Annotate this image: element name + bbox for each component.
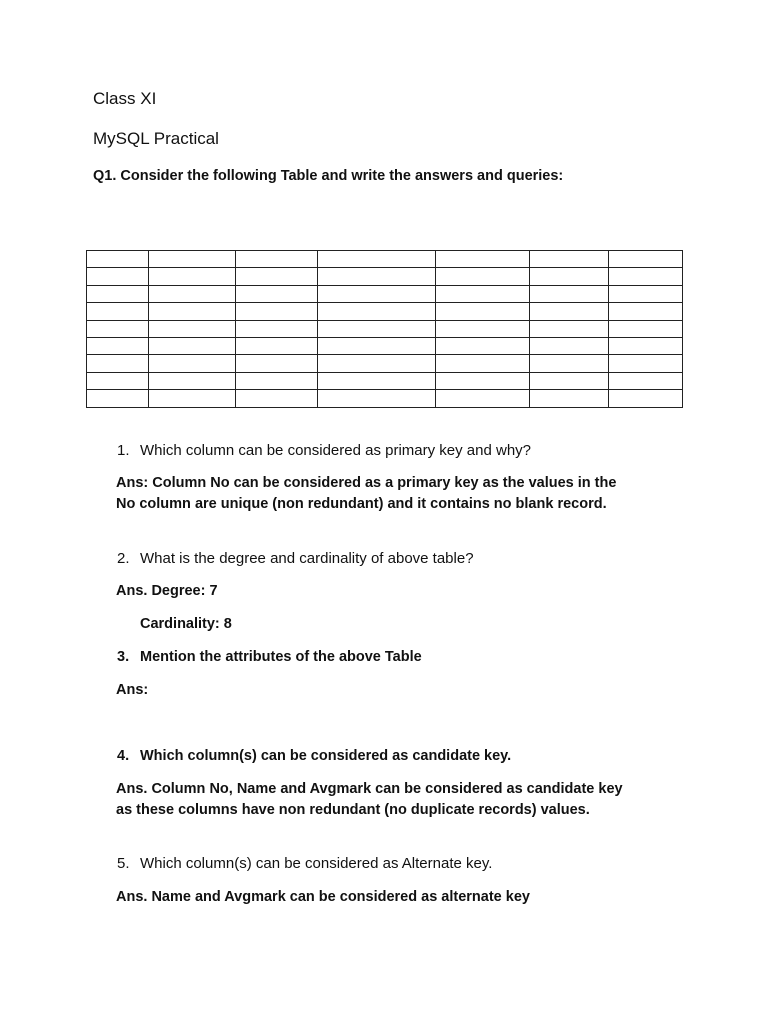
- table-cell: [149, 355, 236, 372]
- table-cell: [87, 372, 149, 389]
- table-cell: [436, 268, 530, 285]
- table-row: [87, 285, 683, 302]
- table-cell: [87, 285, 149, 302]
- table-cell: [149, 268, 236, 285]
- table-cell: [149, 390, 236, 407]
- table-cell: [318, 337, 436, 354]
- table-cell: [530, 337, 609, 354]
- table-cell: [530, 372, 609, 389]
- table-row: [87, 251, 683, 268]
- table-cell: [149, 303, 236, 320]
- table-cell: [87, 355, 149, 372]
- table-cell: [87, 303, 149, 320]
- item-1-answer-line-1: Ans: Column No can be considered as a primary key as the values in the: [116, 475, 617, 491]
- table-cell: [436, 303, 530, 320]
- table-cell: [236, 372, 318, 389]
- table-cell: [530, 320, 609, 337]
- table-cell: [530, 251, 609, 268]
- table-row: [87, 390, 683, 407]
- table-cell: [149, 285, 236, 302]
- table-cell: [236, 303, 318, 320]
- table-cell: [609, 251, 683, 268]
- item-2-question: What is the degree and cardinality of above table?: [140, 550, 474, 567]
- item-4-question: Which column(s) can be considered as candidate key.: [140, 748, 512, 764]
- data-table: [86, 250, 683, 408]
- table-cell: [436, 337, 530, 354]
- item-5-number: 5.: [117, 855, 130, 872]
- item-1-question: Which column can be considered as primary key and why?: [140, 442, 532, 459]
- table-cell: [436, 390, 530, 407]
- item-5-question: Which column(s) can be considered as Alternate key.: [140, 855, 493, 872]
- table-cell: [87, 337, 149, 354]
- table-cell: [436, 251, 530, 268]
- table-cell: [318, 303, 436, 320]
- table-cell: [530, 303, 609, 320]
- item-1-number: 1.: [117, 442, 130, 459]
- table-row: [87, 372, 683, 389]
- table-cell: [236, 355, 318, 372]
- table-cell: [318, 320, 436, 337]
- table-row: [87, 337, 683, 354]
- table-row: [87, 320, 683, 337]
- table-cell: [236, 320, 318, 337]
- table-cell: [236, 285, 318, 302]
- table-cell: [609, 303, 683, 320]
- table-cell: [149, 337, 236, 354]
- table-cell: [149, 320, 236, 337]
- class-label: Class XI: [93, 89, 157, 108]
- table-cell: [609, 372, 683, 389]
- table-cell: [318, 285, 436, 302]
- table-cell: [87, 268, 149, 285]
- table-cell: [318, 372, 436, 389]
- table-cell: [530, 355, 609, 372]
- table-cell: [318, 268, 436, 285]
- table-cell: [87, 320, 149, 337]
- table-cell: [609, 355, 683, 372]
- item-3-answer: Ans:: [116, 682, 149, 698]
- page-title: MySQL Practical: [93, 129, 219, 148]
- table-cell: [436, 320, 530, 337]
- table-cell: [609, 285, 683, 302]
- item-2-answer-degree: Ans. Degree: 7: [116, 583, 218, 599]
- item-4-number: 4.: [117, 748, 130, 764]
- table-cell: [236, 268, 318, 285]
- table-cell: [609, 337, 683, 354]
- item-3-number: 3.: [117, 649, 130, 665]
- table-cell: [318, 390, 436, 407]
- table-cell: [609, 390, 683, 407]
- item-2-answer-cardinality: Cardinality: 8: [140, 616, 232, 632]
- table-cell: [318, 251, 436, 268]
- item-3-question: Mention the attributes of the above Table: [140, 649, 422, 665]
- table-cell: [530, 268, 609, 285]
- table-cell: [530, 285, 609, 302]
- item-5-answer: Ans. Name and Avgmark can be considered as alternate key: [116, 889, 530, 905]
- question-heading: Q1. Consider the following Table and write the answers and queries:: [93, 168, 564, 184]
- item-4-answer-line-2: as these columns have non redundant (no duplicate records) values.: [116, 802, 590, 818]
- table-cell: [236, 390, 318, 407]
- table-cell: [530, 390, 609, 407]
- table-row: [87, 303, 683, 320]
- table-cell: [436, 285, 530, 302]
- table-cell: [609, 320, 683, 337]
- item-4-answer-line-1: Ans. Column No, Name and Avgmark can be considered as candidate key: [116, 781, 623, 797]
- table-cell: [236, 251, 318, 268]
- table-cell: [436, 372, 530, 389]
- table-cell: [318, 355, 436, 372]
- table-cell: [149, 372, 236, 389]
- table-cell: [87, 390, 149, 407]
- table-cell: [87, 251, 149, 268]
- item-2-number: 2.: [117, 550, 130, 567]
- table-cell: [236, 337, 318, 354]
- item-1-answer-line-2: No column are unique (non redundant) and it contains no blank record.: [116, 496, 607, 512]
- table-cell: [609, 268, 683, 285]
- table-row: [87, 268, 683, 285]
- table-cell: [436, 355, 530, 372]
- table-row: [87, 355, 683, 372]
- table-cell: [149, 251, 236, 268]
